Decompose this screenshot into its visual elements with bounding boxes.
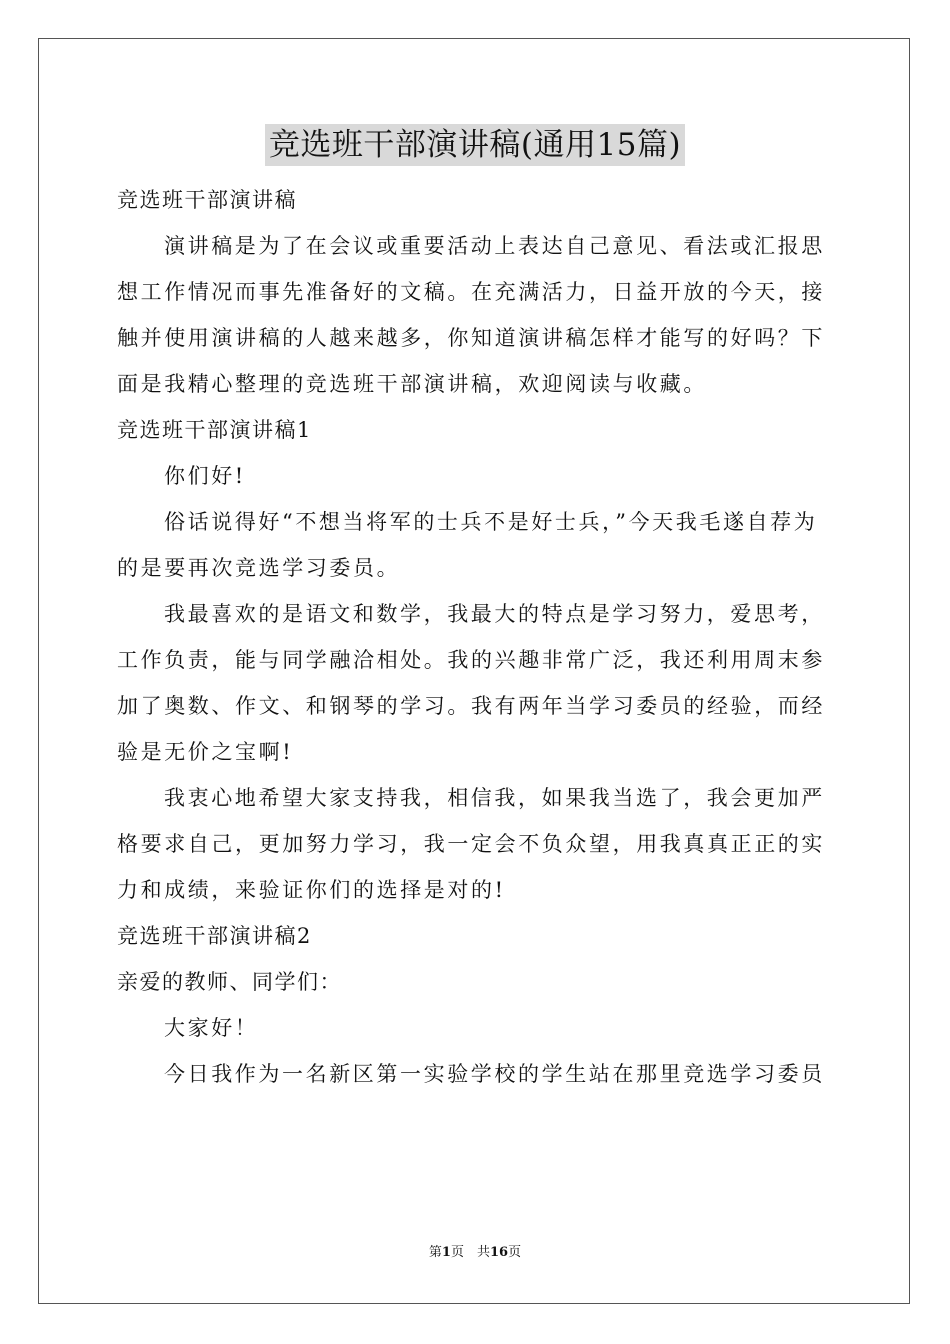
document-body (117, 177, 833, 1097)
body-paragraph: 我衷心地希望大家支持我，相信我，如果我当选了，我会更加严格要求自己，更加努力学习，我一定会不负众望，用我真真正正的实力和成绩，来验证你们的选择是对的! (117, 786, 825, 902)
body-paragraph: 你们好! (164, 464, 246, 488)
footer-page-mid: 页 共 (450, 1245, 490, 1260)
section-heading: 竞选班干部演讲稿 (117, 188, 297, 212)
footer-page-suffix: 页 (508, 1245, 522, 1260)
body-paragraph: 演讲稿是为了在会议或重要活动上表达自己意见、看法或汇报思想工作情况而事先准备好的文稿。在充满活力，日益开放的今天，接触并使用演讲稿的人越来越多，你知道演讲稿怎样才能写的好吗？下面是我精心整理的竞选班干部演讲稿，欢迎阅读与收藏。 (117, 234, 825, 396)
body-paragraph: 今日我作为一名新区第一实验学校的学生站在那里竞选学习委员 (164, 1062, 825, 1086)
body-paragraph: 我最喜欢的是语文和数学，我最大的特点是学习努力，爱思考，工作负责，能与同学融洽相处。我的兴趣非常广泛，我还利用周末参加了奥数、作文、和钢琴的学习。我有两年当学习委员的经验，而经验是无价之宝啊! (117, 602, 825, 764)
section-heading: 竞选班干部演讲稿2 (117, 924, 312, 948)
section-heading: 竞选班干部演讲稿1 (117, 418, 312, 442)
footer-page-total: 16 (489, 1245, 509, 1260)
body-paragraph: 大家好！ (164, 1016, 259, 1040)
footer-page-current: 1 (441, 1245, 451, 1260)
document-title: 竞选班干部演讲稿(通用15篇) (265, 124, 685, 166)
body-paragraph: 俗话说得好“不想当将军的士兵不是好士兵，”今天我毛遂自荐为的是要再次竞选学习委员。 (117, 510, 818, 580)
footer-page-prefix: 第 (428, 1245, 442, 1260)
page-footer (0, 1244, 950, 1262)
section-heading: 亲爱的教师、同学们： (117, 970, 342, 994)
title-block (0, 124, 950, 166)
